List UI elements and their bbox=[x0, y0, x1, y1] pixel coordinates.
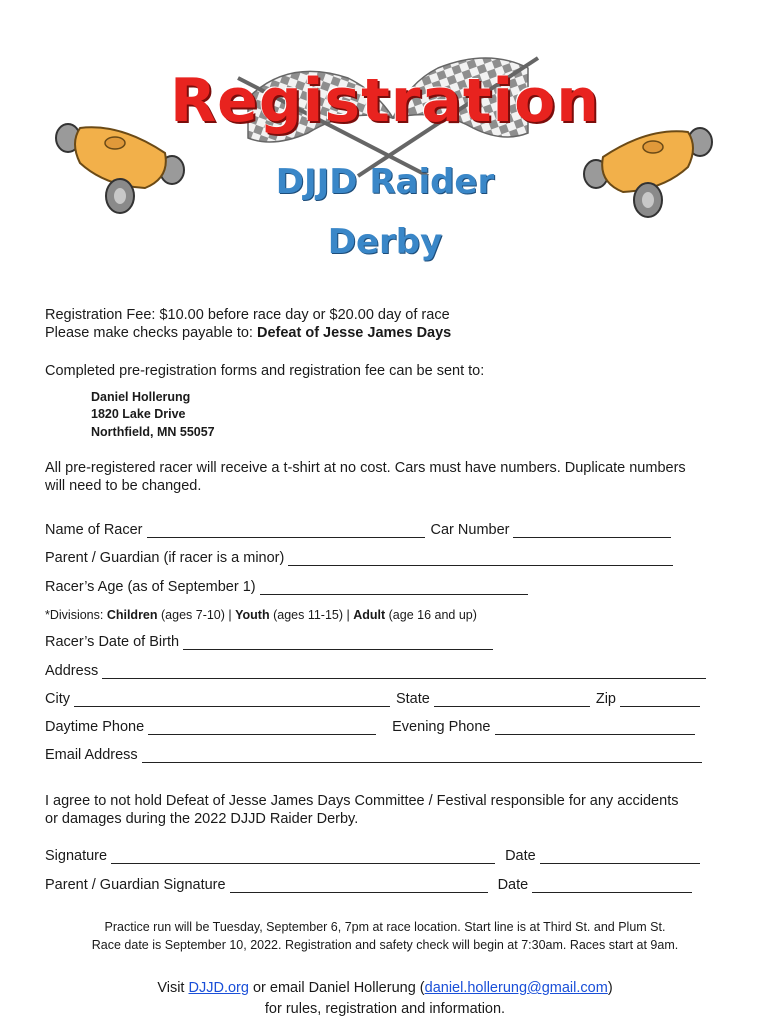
state-field[interactable] bbox=[434, 692, 590, 707]
parent-signature-date-field[interactable] bbox=[532, 878, 692, 893]
signature-field[interactable] bbox=[111, 849, 495, 864]
signature-date-label: Date bbox=[505, 848, 536, 864]
racer-name-label: Name of Racer bbox=[45, 522, 143, 538]
signature-date-field[interactable] bbox=[540, 849, 700, 864]
car-number-label: Car Number bbox=[430, 522, 510, 538]
zip-field[interactable] bbox=[620, 692, 700, 707]
parent-signature-date-label: Date bbox=[497, 877, 529, 893]
division-adult: Adult bbox=[353, 608, 386, 622]
racer-age-label: Racer’s Age (as of September 1) bbox=[45, 579, 256, 595]
evening-phone-label: Evening Phone bbox=[392, 719, 491, 735]
address-row bbox=[45, 663, 706, 679]
evening-phone-field[interactable] bbox=[495, 720, 695, 735]
date-of-birth-field[interactable] bbox=[183, 635, 493, 650]
practice-info-line2: Race date is September 10, 2022. Registration and safety check will begin at 7:30am. Races start at 9am. bbox=[91, 938, 679, 952]
email-label: Email Address bbox=[45, 747, 138, 763]
city-label: City bbox=[45, 691, 70, 707]
parent-signature-label: Parent / Guardian Signature bbox=[45, 877, 226, 893]
daytime-phone-label: Daytime Phone bbox=[45, 719, 145, 735]
phone-row bbox=[45, 719, 695, 735]
date-of-birth-label: Racer’s Date of Birth bbox=[45, 634, 180, 650]
event-subtitle-line2: Derby bbox=[327, 222, 443, 262]
footer-contact-line1 bbox=[0, 979, 770, 997]
signature-row bbox=[45, 848, 700, 864]
mailing-intro: Completed pre-registration forms and registration fee can be sent to: bbox=[45, 363, 485, 379]
racer-name-row bbox=[45, 522, 671, 538]
registration-fee-text: Registration Fee: $10.00 before race day or $20.00 day of race bbox=[45, 307, 450, 323]
footer-or-email-text: or email Daniel Hollerung ( bbox=[248, 980, 425, 996]
waiver-line1: I agree to not hold Defeat of Jesse James Days Committee / Festival responsible for any accidents bbox=[45, 793, 679, 809]
division-adult-ages: (age 16 and up) bbox=[385, 608, 477, 622]
email-row bbox=[45, 747, 702, 763]
divisions-prefix: *Divisions: bbox=[45, 608, 107, 622]
division-children-ages: (ages 7-10) | bbox=[157, 608, 236, 622]
address-field[interactable] bbox=[102, 664, 706, 679]
division-youth: Youth bbox=[235, 608, 270, 622]
division-youth-ages: (ages 11-15) | bbox=[269, 608, 354, 622]
address-label: Address bbox=[45, 663, 99, 679]
payable-to-text bbox=[45, 324, 451, 342]
parent-guardian-label: Parent / Guardian (if racer is a minor) bbox=[45, 550, 285, 566]
city-field[interactable] bbox=[74, 692, 390, 707]
car-number-field[interactable] bbox=[513, 523, 671, 538]
daytime-phone-field[interactable] bbox=[148, 720, 376, 735]
parent-guardian-field[interactable] bbox=[288, 551, 673, 566]
racer-age-row bbox=[45, 579, 528, 595]
division-children: Children bbox=[106, 608, 158, 622]
tshirt-note-line2: will need to be changed. bbox=[45, 478, 202, 494]
racer-name-field[interactable] bbox=[147, 523, 425, 538]
mailing-street: 1820 Lake Drive bbox=[91, 407, 186, 421]
payable-to-prefix: Please make checks payable to: bbox=[45, 325, 257, 341]
divisions-text bbox=[45, 608, 477, 622]
tshirt-note-line1: All pre-registered racer will receive a t-shirt at no cost. Cars must have numbers. Duplicate numbers bbox=[45, 460, 686, 476]
event-subtitle-line1: DJJD Raider bbox=[275, 162, 495, 202]
email-field[interactable] bbox=[142, 748, 702, 763]
parent-signature-row bbox=[45, 877, 692, 893]
state-label: State bbox=[395, 691, 430, 707]
racer-age-field[interactable] bbox=[260, 580, 528, 595]
date-of-birth-row bbox=[45, 634, 493, 650]
mailing-name: Daniel Hollerung bbox=[91, 390, 191, 404]
djjd-site-link[interactable]: DJJD.org bbox=[188, 980, 249, 996]
parent-signature-field[interactable] bbox=[230, 878, 488, 893]
mailing-city: Northfield, MN 55057 bbox=[91, 425, 215, 439]
zip-label: Zip bbox=[595, 691, 616, 707]
page-title: Registration bbox=[169, 66, 601, 136]
practice-info-line1: Practice run will be Tuesday, September 6, 7pm at race location. Start line is at Third St. and Plum St. bbox=[104, 920, 666, 934]
city-state-zip-row bbox=[45, 691, 700, 707]
waiver-line2: or damages during the 2022 DJJD Raider Derby. bbox=[45, 811, 359, 827]
email-link[interactable]: daniel.hollerung@gmail.com bbox=[424, 980, 608, 996]
footer-visit-text: Visit bbox=[157, 980, 189, 996]
payable-to-name: Defeat of Jesse James Days bbox=[256, 325, 452, 341]
footer-close-paren: ) bbox=[607, 980, 613, 996]
signature-label: Signature bbox=[45, 848, 108, 864]
parent-guardian-row bbox=[45, 550, 673, 566]
footer-contact-line2: for rules, registration and information. bbox=[264, 1001, 506, 1017]
